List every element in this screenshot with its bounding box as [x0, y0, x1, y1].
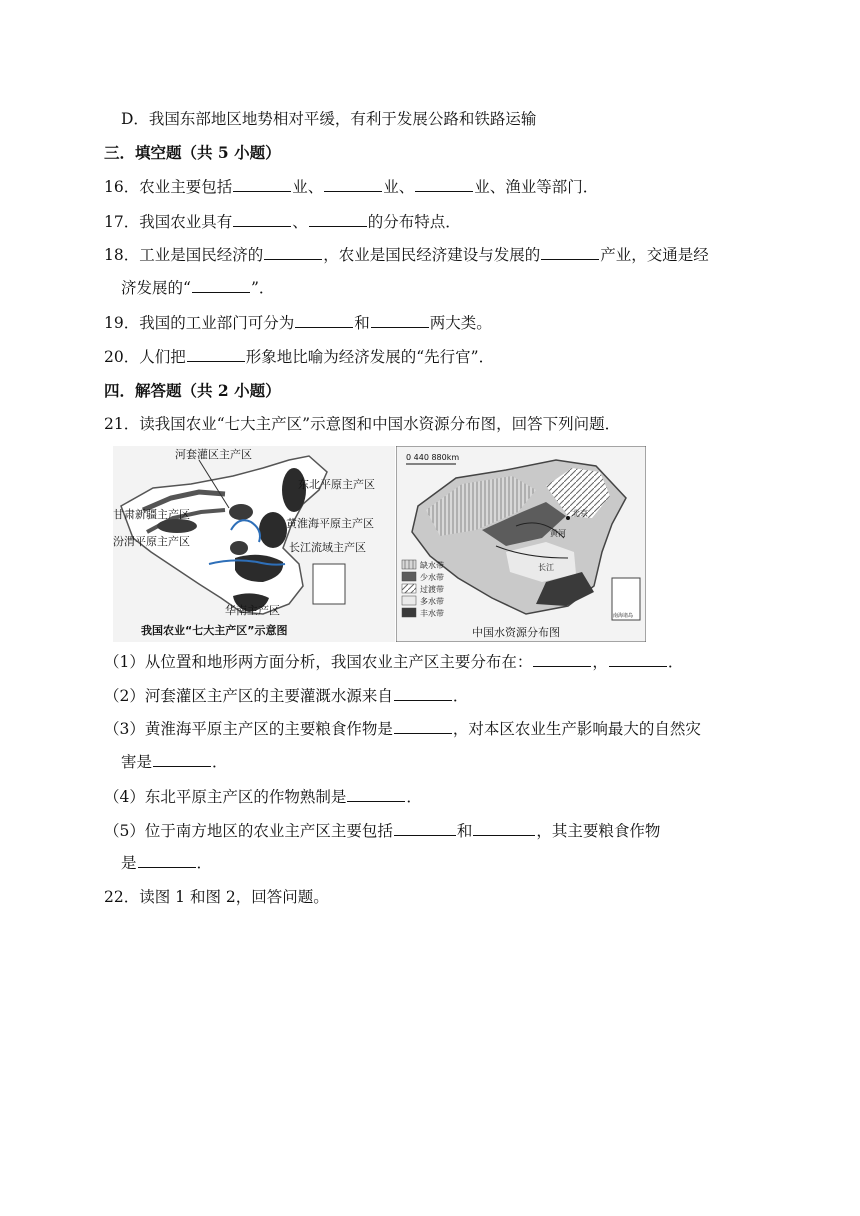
q15-option-d: D．我国东部地区地势相对平缓，有利于发展公路和铁路运输	[121, 110, 537, 128]
legend-swatch	[402, 560, 416, 569]
question-21-part-2: （2）河套灌区主产区的主要灌溉水源来自 ．	[104, 687, 469, 705]
label-huanghuaihai: 黄淮海平原主产区	[286, 517, 374, 530]
question-19: 19．我国的工业部门可分为 和 两大类。	[104, 314, 492, 332]
map1-caption: 我国农业“七大主产区”示意图	[141, 624, 288, 637]
label-hetao: 河套灌区主产区	[175, 448, 252, 461]
question-21-part-3-continued: 害是 ．	[121, 753, 228, 771]
question-22-stem: 22．读图 1 和图 2，回答问题。	[104, 888, 329, 906]
question-18: 18．工业是国民经济的 ，农业是国民经济建设与发展的 产业，交通是经	[104, 246, 709, 264]
question-21-part-5-continued: 是 ．	[121, 854, 213, 872]
answer-blank[interactable]	[541, 244, 599, 260]
answer-blank[interactable]	[394, 718, 452, 734]
inset-label: 南海诸岛	[613, 613, 634, 619]
legend-label: 少水带	[420, 573, 444, 582]
label-beijing: 北京	[572, 509, 588, 518]
question-17: 17．我国农业具有 、 的分布特点．	[104, 213, 461, 231]
answer-blank[interactable]	[415, 176, 473, 192]
beijing-marker	[566, 516, 570, 520]
legend-swatch	[402, 572, 416, 581]
label-huanghe: 黄河	[550, 529, 566, 538]
answer-blank[interactable]	[371, 312, 429, 328]
answer-blank[interactable]	[233, 211, 291, 227]
map2-scale: 0 440 880km	[406, 453, 460, 462]
question-18-continued: 济发展的“ ”．	[121, 279, 275, 297]
label-changjiang: 长江流域主产区	[289, 541, 366, 554]
legend-swatch	[402, 596, 416, 605]
zone-gansu-xinjiang	[157, 519, 197, 533]
answer-blank[interactable]	[309, 211, 367, 227]
answer-blank[interactable]	[394, 820, 456, 836]
question-16: 16．农业主要包括 业、 业、 业、渔业等部门．	[104, 178, 599, 196]
label-dongbei: 东北平原主产区	[298, 478, 375, 491]
answer-blank[interactable]	[533, 651, 591, 667]
question-21-stem: 21．读我国农业“七大主产区”示意图和中国水资源分布图，回答下列问题．	[104, 415, 621, 433]
zone-fenwei	[230, 541, 248, 555]
zone-hetao	[229, 504, 253, 520]
answer-blank[interactable]	[192, 277, 250, 293]
label-gansu: 甘肃新疆主产区	[113, 508, 190, 521]
legend-label: 过渡带	[420, 585, 444, 594]
answer-blank[interactable]	[609, 651, 667, 667]
answer-blank[interactable]	[394, 685, 452, 701]
legend-swatch	[402, 608, 416, 617]
legend-label: 多水带	[420, 597, 444, 606]
question-21-part-1: （1）从位置和地形两方面分析，我国农业主产区主要分布在： ， ．	[104, 653, 684, 671]
question-21-part-4: （4）东北平原主产区的作物熟制是 ．	[104, 788, 422, 806]
answer-blank[interactable]	[153, 751, 211, 767]
answer-blank[interactable]	[138, 852, 196, 868]
answer-blank[interactable]	[347, 786, 405, 802]
label-fenwei: 汾渭平原主产区	[113, 535, 190, 548]
zone-huanghuaihai	[259, 512, 287, 548]
water-resources-map	[396, 446, 646, 642]
question-21-part-5: （5）位于南方地区的农业主产区主要包括 和 ，其主要粮食作物	[104, 822, 661, 840]
legend-label: 丰水带	[420, 609, 444, 618]
legend-label: 缺水带	[420, 561, 444, 570]
agriculture-zones-map	[113, 446, 395, 642]
map2-caption: 中国水资源分布图	[472, 626, 560, 639]
answer-blank[interactable]	[187, 346, 245, 362]
section-3-title: 三．填空题（共 5 小题）	[104, 143, 281, 162]
label-changjiang: 长江	[538, 563, 554, 572]
answer-blank[interactable]	[324, 176, 382, 192]
legend-swatch	[402, 584, 416, 593]
label-huanan: 华南主产区	[225, 604, 280, 617]
question-21-part-3: （3）黄淮海平原主产区的主要粮食作物是 ，对本区农业生产影响最大的自然灾	[104, 720, 701, 738]
agriculture-zones-map-graphic	[113, 446, 395, 642]
water-resources-map-graphic	[396, 446, 646, 642]
answer-blank[interactable]	[473, 820, 535, 836]
answer-blank[interactable]	[233, 176, 291, 192]
question-20: 20．人们把 形象地比喻为经济发展的“先行官”．	[104, 348, 495, 366]
answer-blank[interactable]	[295, 312, 353, 328]
answer-blank[interactable]	[264, 244, 322, 260]
south-sea-inset	[313, 564, 345, 604]
section-4-title: 四．解答题（共 2 小题）	[104, 381, 281, 400]
